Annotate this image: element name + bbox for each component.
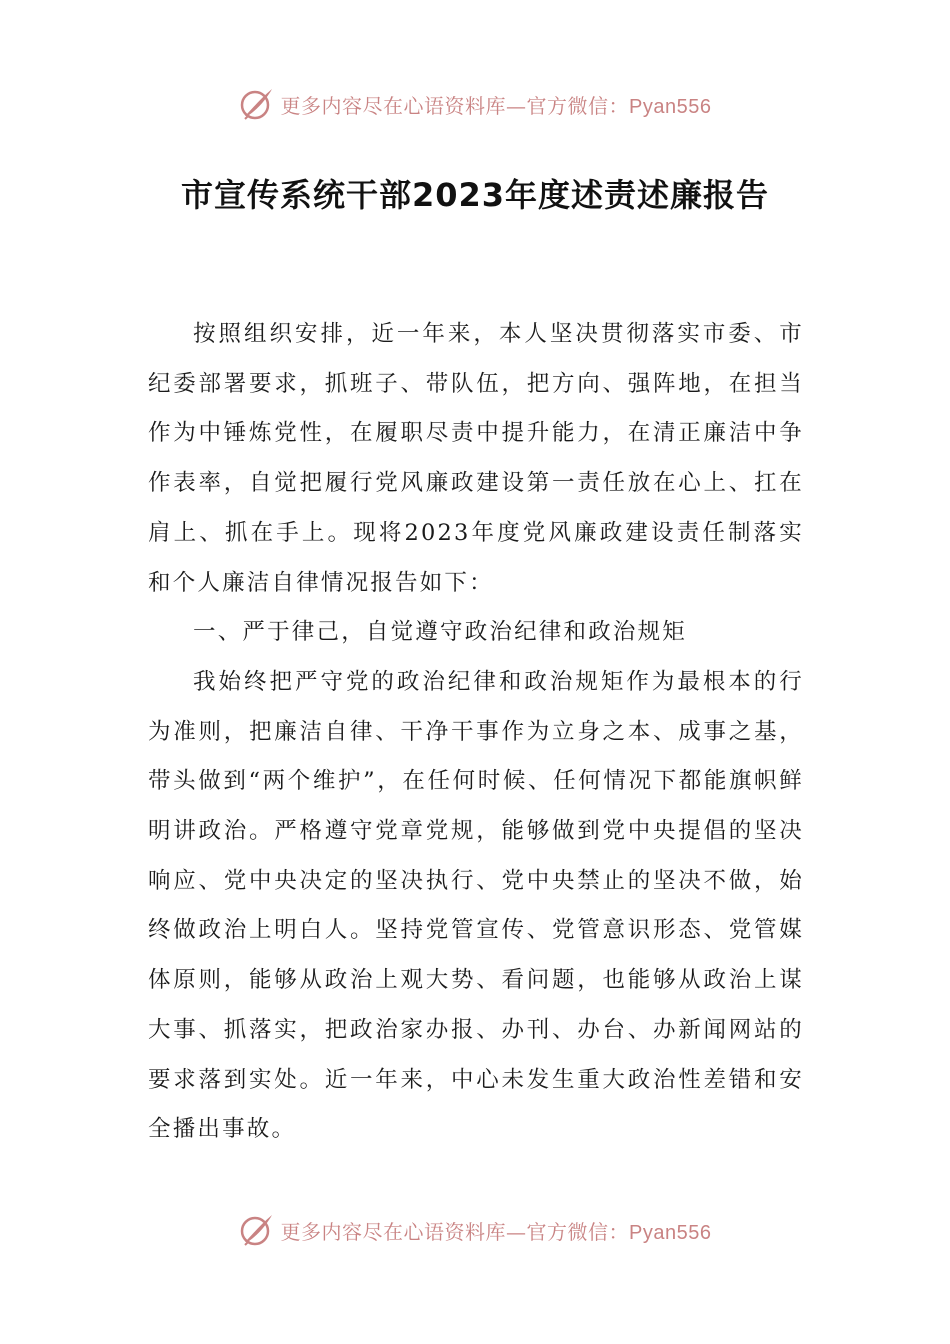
watermark-text: 更多内容尽在心语资料库—官方微信：Pyan556 — [280, 93, 712, 118]
watermark-banner-top — [0, 84, 950, 124]
section-heading-1: 一、严于律己，自觉遵守政治纪律和政治规矩 — [193, 619, 688, 646]
wechat-id: Pyan556 — [629, 95, 712, 118]
paragraph-section-1: 我始终把严守党的政治纪律和政治规矩作为最根本的行为准则，把廉洁自律、干净干事作为立身之本、成事之基，带头做到“两个维护”，在任何时候、任何情况下都能旗帜鲜明讲政治。严格遵守党章党规，能够做到党中央提倡的坚决响应、党中央决定的坚决执行、党中央禁止的坚决不做，始终做政治上明白人。坚持党管宣传、党管意识形态、党管媒体原则，能够从政治上观大势、看问题，也能够从政治上谋大事、抓落实，把政治家办报、办刊、办台、办新闻网站的要求落到实处。近一年来，中心未发生重大政治性差错和安全播出事故。 — [148, 668, 804, 1143]
wechat-id: Pyan556 — [629, 1221, 712, 1244]
document-title: 市宣传系统干部2023年度述责述廉报告 — [180, 176, 770, 214]
quill-pen-logo-icon — [239, 86, 275, 122]
watermark-text: 更多内容尽在心语资料库—官方微信：Pyan556 — [280, 1219, 712, 1244]
document-body — [148, 310, 804, 1155]
paragraph-intro: 按照组织安排，近一年来，本人坚决贯彻落实市委、市纪委部署要求，抓班子、带队伍，把方向、强阵地，在担当作为中锤炼党性，在履职尽责中提升能力，在清正廉洁中争作表率，自觉把履行党风廉政建设第一责任放在心上、扛在肩上、抓在手上。现将2023年度党风廉政建设责任制落实和个人廉洁自律情况报告如下： — [148, 321, 804, 596]
quill-pen-logo-icon — [239, 1212, 275, 1248]
watermark-banner-bottom — [0, 1210, 950, 1250]
